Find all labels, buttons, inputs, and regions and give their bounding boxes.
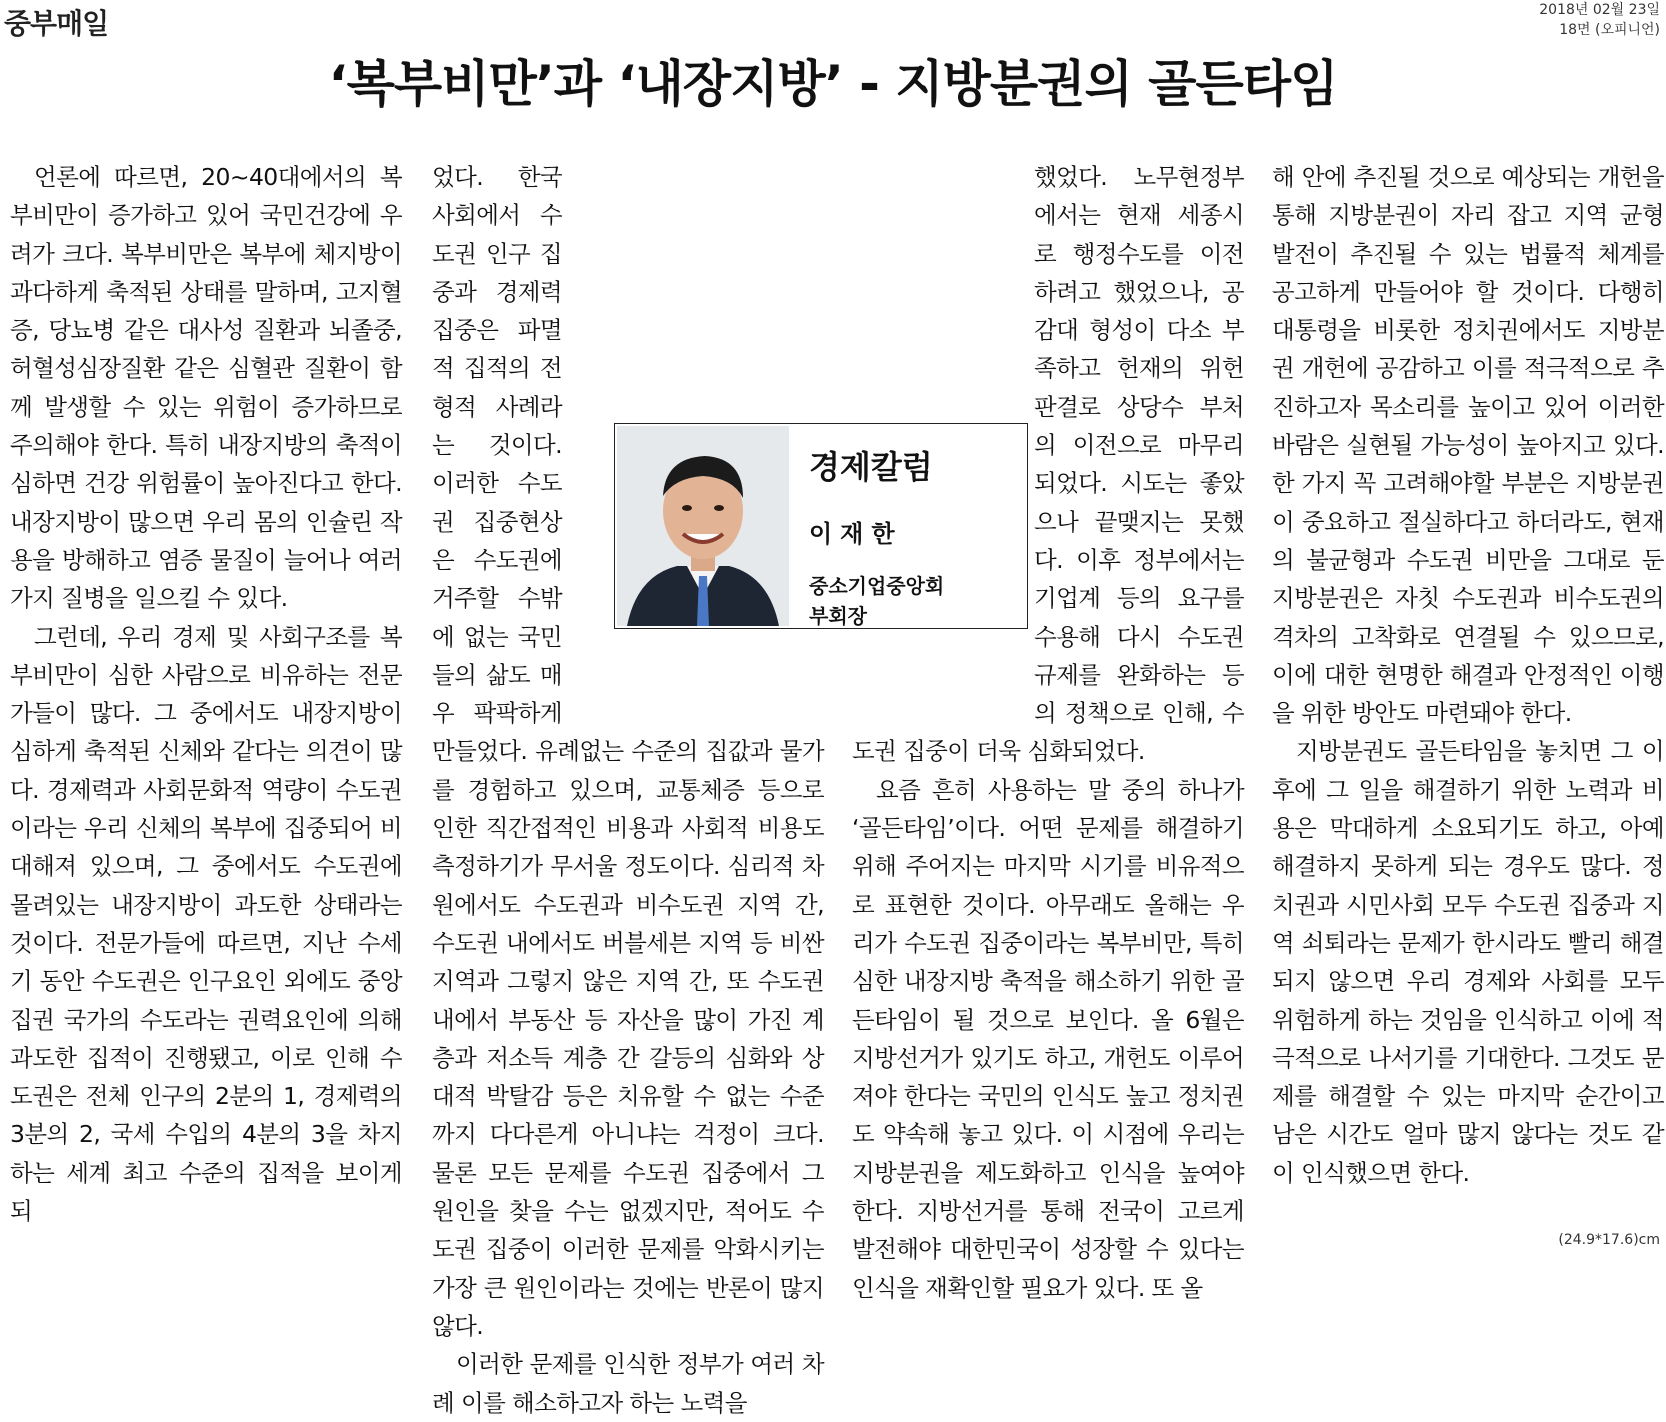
paragraph: 그런데, 우리 경제 및 사회구조를 복부비만이 심한 사람으로 비유하는 전문가들이 많다. 그 중에서도 내장지방이 심하게 축적된 신체와 같다는 의견이 많다. 경제력과 사회문화적 역량이 수도권이라는 우리 신체의 복부에 집중되어 비대해져 있으며, 그 중에서도 수도권에 몰려있는 내장지방이 과도한 상태라는 것이다. 전문가들에 따르면, 지난 수세기 동안 수도권은 인구요인 외에도 중앙집권 국가의 수도라는 권력요인에 의해 과도한 집적이 진행됐고, 이로 인해 수도권은 전체 인구의 2분의 1, 경제력의 3분의 2, 국세 수입의 4분의 3을 차지하는 세계 최고 수준의 집적을 보이게 되 [10, 622, 402, 1226]
portrait-illustration [617, 426, 789, 626]
article-column-1 [10, 158, 402, 1230]
paragraph: 지방분권도 골든타임을 놓치면 그 이후에 그 일을 해결하기 위한 노력과 비용은 막대하게 소요되기도 하고, 아예 해결하지 못하게 되는 경우도 많다. 정치권과 시민사회 모두 수도권 집중과 지역 쇠퇴라는 문제가 한시라도 빨리 해결되지 않으면 우리 경제와 사회를 모두 위험하게 하는 것임을 인식하고 이에 적극적으로 나서기를 기대한다. 그것도 문제를 해결할 수 있는 마지막 순간이고 남은 시간도 얼마 많지 않다는 것도 같이 인식했으면 한다. [1272, 737, 1664, 1187]
article-column-3 [852, 158, 1244, 1307]
columnist-info [809, 442, 1019, 631]
article-column-2 [432, 158, 824, 1422]
article-headline: ‘복부비만’과 ‘내장지방’ - 지방분권의 골든타임 [328, 55, 1338, 113]
paragraph: 이러한 문제를 인식한 정부가 여러 차례 이를 해소하고자 하는 노력을 [432, 1350, 824, 1417]
columnist-affiliation [809, 571, 1019, 631]
columnist-name: 이재한 [809, 520, 903, 548]
affiliation-line: 중소기업중앙회 [809, 574, 945, 598]
article-column-4 [1272, 158, 1664, 1192]
affiliation-line: 부회장 [809, 604, 867, 628]
paragraph: 요즘 흔히 사용하는 말 중의 하나가 ‘골든타임’이다. 어떤 문제를 해결하기 위해 주어지는 마지막 시기를 비유적으로 표현한 것이다. 아무래도 올해는 우리가 수도권 집중이라는 복부비만, 특히 심한 내장지방 축적을 해소하기 위한 골든타임이 될 것으로 보인다. 올 6월은 지방선거가 있기도 하고, 개헌도 이루어져야 한다는 국민의 인식도 높고 정치권도 약속해 놓고 있다. 이 시점에 우리는 지방분권을 제도화하고 인식을 높여야 한다. 지방선거를 통해 전국이 고르게 발전해야 대한민국이 성장할 수 있다는 인식을 재확인할 필요가 있다. 또 올 [852, 775, 1244, 1302]
columnist-box [614, 423, 1028, 629]
paragraph: 었다. 한국 사회에서 수도권 인구 집중과 경제력 집중은 파멸적 집적의 전형적 사례라는 것이다. 이러한 수도권 집중현상은 수도권에 거주할 수밖에 없는 국민들의 삶도 매우 팍팍하게 만들었다. 유례없는 수준의 집값과 물가를 경험하고 있으며, 교통체증 등으로 인한 직간접적인 비용과 사회적 비용도 측정하기가 무서울 정도이다. 심리적 차원에서도 수도권과 비수도권 지역 간, 수도권 내에서도 버블세븐 지역 등 비싼 지역과 그렇지 않은 지역 간, 또 수도권 내에서 부동산 등 자산을 많이 가진 계층과 저소득 계층 간 갈등의 심화와 상대적 박탈감 등은 치유할 수 없는 수준까지 다다른게 아니냐는 걱정이 크다. 물론 모든 문제를 수도권 집중에서 그 원인을 찾을 수는 없겠지만, 적어도 수도권 집중이 이러한 문제를 악화시키는 가장 큰 원인이라는 것에는 반론이 많지 않다. [432, 163, 824, 1340]
paragraph: 했었다. 노무현정부에서는 현재 세종시로 행정수도를 이전하려고 했었으나, 공감대 형성이 다소 부족하고 헌재의 위헌판결로 상당수 부처의 이전으로 마무리되었다. 시도는 좋았으나 끝맺지는 못했다. 이후 정부에서는 기업계 등의 요구를 수용해 다시 수도권 규제를 완화하는 등의 정책으로 인해, 수도권 집중이 더욱 심화되었다. [852, 163, 1244, 766]
publication-date: 2018년 02월 23일 [1539, 2, 1660, 18]
columnist-photo [617, 426, 789, 626]
newspaper-masthead: 중부매일 [4, 7, 109, 40]
page-section: 18면 (오피니언) [1559, 22, 1660, 38]
paragraph: 언론에 따르면, 20~40대에서의 복부비만이 증가하고 있어 국민건강에 우려가 크다. 복부비만은 복부에 체지방이 과다하게 축적된 상태를 말하며, 고지혈증, 당뇨병 같은 대사성 질환과 뇌졸중, 허혈성심장질환 같은 심혈관 질환이 함께 발생할 수 있는 위험이 증가하므로 주의해야 한다. 특히 내장지방의 축적이 심하면 건강 위험률이 높아진다고 한다. 내장지방이 많으면 우리 몸의 인슐린 작용을 방해하고 염증 물질이 늘어나 여러 가지 질병을 일으킬 수 있다. [10, 163, 402, 613]
column-section-title: 경제칼럼 [809, 448, 933, 486]
paragraph: 해 안에 추진될 것으로 예상되는 개헌을 통해 지방분권이 자리 잡고 지역 균형 발전이 추진될 수 있는 법률적 체계를 공고하게 만들어야 할 것이다. 다행히 대통령을 비롯한 정치권에서도 지방분권 개헌에 공감하고 이를 적극적으로 추진하고자 목소리를 높이고 있어 이러한 바람은 실현될 가능성이 높아지고 있다. 한 가지 꼭 고려해야할 부분은 지방분권이 중요하고 절실하다고 하더라도, 현재의 불균형과 수도권 비만을 그대로 둔 지방분권은 자칫 수도권과 비수도권의 격차의 고착화로 연결될 수 있으므로, 이에 대한 현명한 해결과 안정적인 이행을 위한 방안도 마련돼야 한다. [1272, 163, 1664, 728]
clipping-size-note: (24.9*17.6)cm [1558, 1232, 1660, 1248]
publication-meta [1539, 0, 1660, 40]
